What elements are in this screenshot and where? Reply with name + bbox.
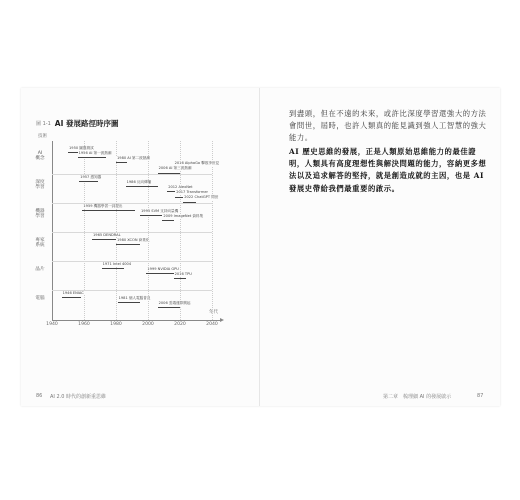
event-label: 1971 Intel 4004 xyxy=(102,261,132,266)
timeline-event xyxy=(62,290,84,300)
category-label: AI 概念 xyxy=(35,151,45,162)
event-bar xyxy=(92,239,116,240)
timeline-event xyxy=(162,213,204,223)
event-label: 1999 NVIDIA GPU xyxy=(147,266,179,271)
event-bar xyxy=(158,307,180,308)
body-paragraph-1: 到盡頭，但在不遠的未來，或許比深度學習還強大的方法會問世，屆時，也許人類真的能見識到強人工智慧的強大能力。 xyxy=(289,109,487,143)
event-label: 2016 TPU xyxy=(174,271,192,276)
timeline-event xyxy=(174,271,192,281)
right-page-number: 87 xyxy=(477,393,484,399)
event-bar xyxy=(62,297,81,298)
event-label: 1981 個人電腦普及 xyxy=(118,295,151,300)
event-label: 2006 AI 第三波熱潮 xyxy=(158,166,192,171)
x-tick-label: 1940 xyxy=(46,322,58,327)
event-label: 1986 反向傳播 xyxy=(126,179,152,184)
figure-caption xyxy=(36,118,118,129)
category-label: 深度 學習 xyxy=(35,180,45,191)
event-label: 2009 ImageNet 資料集 xyxy=(163,213,204,218)
category-label: 電腦 xyxy=(35,296,45,301)
category-divider xyxy=(52,174,212,175)
x-tick-label: 1960 xyxy=(78,322,90,327)
category-label: 機器 學習 xyxy=(35,209,45,220)
grid-line xyxy=(212,141,213,320)
timeline-event xyxy=(158,300,191,310)
x-tick-label: 1980 xyxy=(110,322,122,327)
x-axis-label: 年代 xyxy=(209,310,218,315)
grid-line xyxy=(116,141,117,320)
figure-title: AI 發展路徑時序圖 xyxy=(54,119,119,128)
event-label: 2022 ChatGPT 問世 xyxy=(184,195,219,200)
grid-line xyxy=(148,141,149,320)
event-label: 1950 圖靈測試 xyxy=(69,145,94,150)
timeline-event xyxy=(78,150,112,160)
right-running-title: 第二章 梳理細 AI 的發展啟示 xyxy=(383,394,452,400)
timeline-event xyxy=(183,195,219,205)
left-running-title: AI 2.0 時代的創新重思維 xyxy=(50,394,107,400)
event-label: 1980 AI 第二波熱潮 xyxy=(117,155,150,160)
event-bar xyxy=(126,186,158,187)
x-tick-label: 2000 xyxy=(142,322,154,327)
timeline-event xyxy=(68,145,94,155)
event-bar xyxy=(116,244,140,245)
event-bar xyxy=(78,157,107,158)
timeline-event xyxy=(126,179,158,189)
timeline-event xyxy=(102,261,132,271)
page-gutter xyxy=(259,88,260,406)
event-label: 2016 AlphaGo 擊敗李世乭 xyxy=(174,161,220,166)
event-bar xyxy=(167,191,175,192)
category-divider xyxy=(52,232,212,233)
x-axis-arrow xyxy=(220,318,224,322)
timeline-event xyxy=(116,237,150,247)
body-paragraph-2: AI 歷史思維的發展，正是人類原始思維能力的最佳證明，人類具有高度理想性與解決問題的能力，容納更多想法以及追求解答的堅持，就是創造成就的主因，也是 AI 發展史帶給我們最重要的啟示。 xyxy=(289,147,487,193)
event-bar xyxy=(175,197,183,198)
x-tick-label: 2040 xyxy=(206,322,218,327)
event-bar xyxy=(118,302,140,303)
event-label: 1959 機器學習一詞提出 xyxy=(83,203,123,208)
y-axis-label: 技術 xyxy=(38,134,47,139)
category-label: 晶片 xyxy=(35,267,45,272)
event-bar xyxy=(116,162,127,163)
event-bar xyxy=(68,152,78,153)
event-label: 1946 ENIAC xyxy=(62,290,84,295)
timeline-event xyxy=(92,232,121,242)
timeline-event xyxy=(167,184,193,194)
event-label: 1980 XCON 商業化 xyxy=(117,237,150,242)
event-bar xyxy=(146,273,173,274)
event-label: 2017 Transformer xyxy=(176,190,209,195)
event-bar xyxy=(79,181,98,182)
timeline-event xyxy=(146,266,179,276)
timeline-event xyxy=(79,174,102,184)
timeline-event xyxy=(158,166,192,176)
y-axis-line xyxy=(52,141,53,321)
timeline-event xyxy=(118,295,151,305)
event-bar xyxy=(158,173,180,174)
x-axis-line xyxy=(52,320,222,321)
x-tick-label: 2020 xyxy=(174,322,186,327)
event-bar xyxy=(82,210,135,211)
category-label: 專家 系統 xyxy=(35,238,45,249)
event-label: 2012 AlexNet xyxy=(168,184,193,189)
event-bar xyxy=(102,268,124,269)
event-label: 1995 SVM 支持向量機 xyxy=(141,208,179,213)
event-label: 1957 感知器 xyxy=(80,174,102,179)
event-bar xyxy=(162,220,173,221)
event-label: 1965 DENDRAL xyxy=(93,232,121,237)
figure-number: 圖 1-1 xyxy=(36,121,51,127)
timeline-event xyxy=(82,203,135,213)
left-page-number: 86 xyxy=(36,393,43,399)
event-label: 2006 雲端運算興起 xyxy=(158,300,191,305)
event-bar xyxy=(183,202,196,203)
timeline-event xyxy=(116,155,150,165)
event-bar xyxy=(174,278,187,279)
event-label: 1956 AI 第一波熱潮 xyxy=(78,150,112,155)
